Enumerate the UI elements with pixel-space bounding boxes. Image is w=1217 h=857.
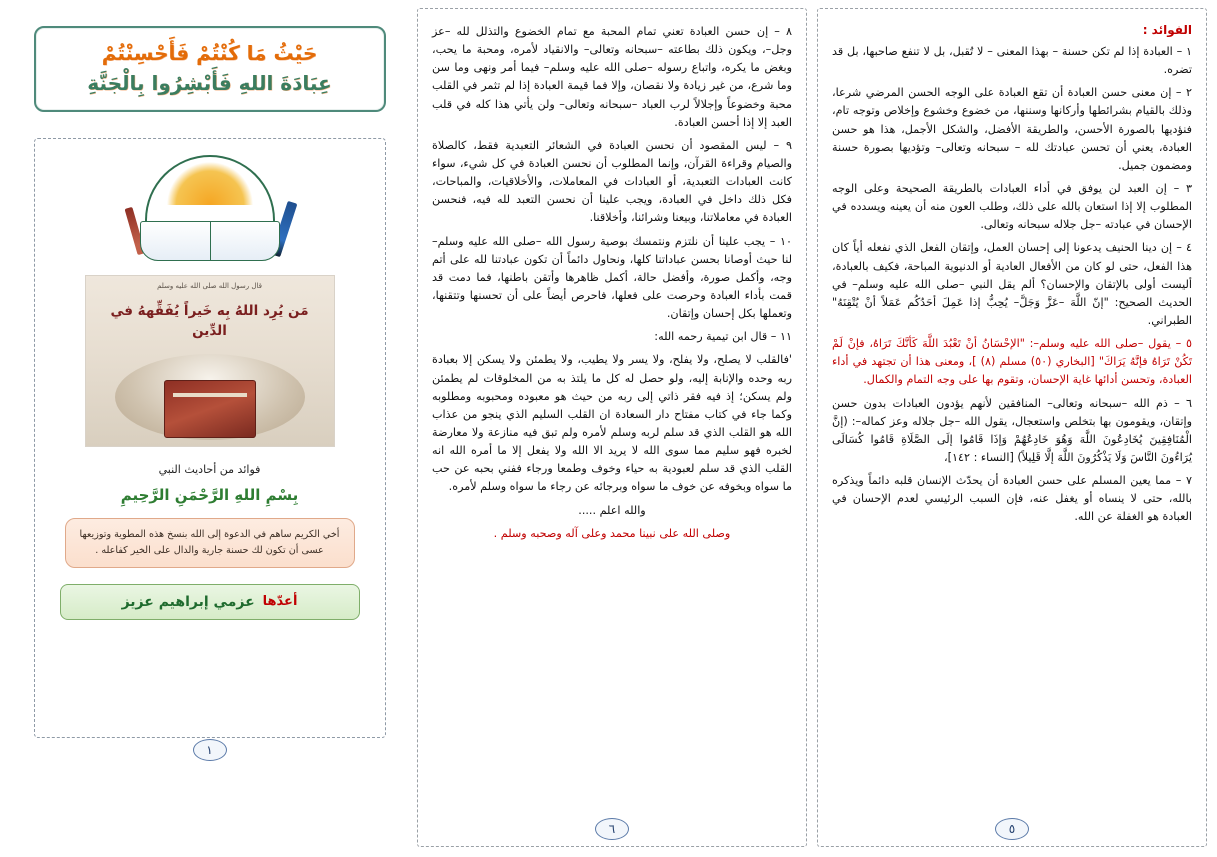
basmala-text: بِسْمِ اللهِ الرَّحْمَنِ الرَّحِيمِ — [120, 486, 299, 504]
author-name: عزمي إبراهيم عزيز — [121, 593, 255, 610]
page-number-badge: ١ — [193, 739, 227, 761]
panel-cover — [12, 8, 407, 847]
paragraph-hadith: ٥ – يقول –صلى الله عليه وسلم–: "الإحْسَانُ أنْ تَعْبُدَ اللَّهَ كَأنَّكَ تَرَاهُ، فإنْ لَمْ تَكُنْ تَرَاهُ فإنَّهُ يَرَاكَ" [البخاري (٥٠) مسلم (٨) ]، ومعنى هذا أن تجتهد في أداء العبادة، وتحسن أدائها غاية الإحسان، وتقوم بها على وجه التمام والكمال. — [832, 337, 1193, 387]
paragraph: ٣ – إن العبد لن يوفق في أداء العبادات بالطريقة الصحيحة وعلى الوجه المطلوب إلا إذا استعان بالله على ذلك، وطلب العون منه أن يعينه ويسدده في الإحسان في عبادته –جل جلاله سبحانه وتعالى. — [832, 181, 1192, 232]
book-cover-image — [85, 275, 335, 447]
cover-title-line-1: حَيْثُ مَا كُنْتُمْ فَأَحْسِنْتُمْ — [101, 41, 318, 65]
page-number-badge: ٦ — [595, 818, 629, 840]
paragraph: ١٠ – يجب علينا أن نلتزم ونتمسك بوصية رسول الله –صلى الله عليه وسلم– لنا حيث أوصانا بحسن عباداتنا كلها، ونحاول دائماً أن تكون عبادتنا لله على أتم وجه، وأكمل صورة، وأفضل حالة، أكمل ظاهرها وأتقن باطنها، فما دمت قد قمت بأداء العبادة وحرصت على فعلها، فاحرص أيضاً على أن تحسنها وتتقنها، وتعملها بكل إحسان وإتقان. — [432, 234, 792, 321]
cover-title-box — [34, 26, 386, 112]
paragraph-quote: 'فالقلب لا يصلح، ولا يفلح، ولا يسر ولا يطيب، ولا يطمئن ولا يسكن إلا بعبادة ربه وحده والإنابة إليه، ولو حصل له كل ما يلتذ به من المخلوقات لم يطمئن ولم يسكن؛ إذ فيه فقر ذاتي إلى ربه من حيث هو معبوده ومحبوبه ومطلوبه وكما جاء في كتاب مفتاح دار السعادة ان القلب السليم الذي ينجو من عذاب الله هو القلب الذي قد سلم لربه وسلم لأمره ولم تبق فيه منازعة ولا معارضة لخبره فهو سليم مما سوى الله لا يريد الا الله ولا يفعل إلا ما أمره الله انه القلب الذي قد سلم لعبودية به حياء وخوف وطمعا ورجاء ففني بحبه عن حب ما سواه وبخوفه عن خوف ما سواه وبرجائه عن رجاء ما سواه وسلم لأمره. — [432, 353, 792, 494]
paragraph: ٤ – إن دينا الحنيف يدعونا إلى إحسان العمل، وإتقان الفعل الذي نفعله أياً كان هذا الفعل، حتى لو كان من الأفعال العادية أو الدنيوية المباحة، فكيف بالعبادة، أليست أولى بالإتقان والإحسان؟ ألم يقل النبي –صلى الله عليه وسلم– في الحديث الصحيح: "إنّ اللَّهَ –عَزَّ وَجَلَّ– يُحِبُّ إذا عَمِلَ أحَدُكُم عَمَلاً أنْ يُتْقِنَهُ" الطبراني. — [832, 241, 1192, 327]
paragraph: ٩ – ليس المقصود أن نحسن العبادة في الشعائر التعبدية فقط، كالصلاة والصيام وقراءة القرآن، وإنما المطلوب أن نحسن العبادة في كل شيء، سواء كانت العبادات التعبدية، أو العبادات في المعاملات، والأخلاقيات، والمباحات، فكل ذلك داخل في العبادة، ويجب علينا أن نحسن التعبد لله فيه، فنحسن العبادة في معاملاتنا، وبيعنا وشرائنا، وأخلاقنا. — [432, 138, 792, 225]
paragraph-closing: والله اعلم ..... — [578, 503, 646, 517]
panel-page-5 — [817, 8, 1207, 847]
page-number-badge: ٥ — [995, 818, 1029, 840]
paragraph-quote-intro: ١١ – قال ابن تيمية رحمه الله: — [654, 330, 792, 344]
paragraph: ١ – العبادة إذا لم تكن حسنة – بهذا المعنى – لا تُقبل، بل لا تنفع صاحبها، بل قد تضره. — [832, 45, 1192, 77]
cover-frame — [34, 138, 386, 757]
cover-caption: فوائد من أحاديث النبي — [158, 463, 261, 476]
author-label: أعدّها — [262, 594, 298, 610]
paragraph: ٦ – ذم الله –سبحانه وتعالى– المنافقين لأنهم يؤدون العبادات بدون حسن وإتقان، ويقومون بها بتخلص واستعجال، يقول الله –جل جلاله وعز كماله–: (إنَّ الْمُنَافِقِينَ يُخَادِعُونَ اللَّهَ وَهُوَ خَادِعُهُمْ وَإذَا قَامُوا إلَى الصَّلَاةِ قَامُوا كُسَالَى يُرَاءُونَ النَّاسَ وَلَا يَذْكُرُونَ اللَّهَ إلَّا قَلِيلاً) [النساء : ١٤٢]، — [832, 396, 1192, 464]
cover-title-line-2: عِبَادَةَ اللهِ فَأَبْشِرُوا بِالْجَنَّةِ — [87, 71, 332, 95]
paragraph: ٧ – مما يعين المسلم على حسن العبادة أن يحدّث الإنسان قلبه دائماً ويذكره بالله، حتى لا ينساه أو يغفل عنه، فإن السبب الرئيسي لعدم الإحسان في العبادة هو الغفلة عن الله. — [832, 474, 1192, 524]
author-bar — [60, 584, 360, 620]
book-top-text: قال رسول الله صلى الله عليه وسلم — [157, 282, 262, 290]
paragraph-salawat: وصلى الله على نبينا محمد وعلى آله وصحبه وسلم . — [493, 526, 731, 540]
panel-page-6 — [417, 8, 807, 847]
fawaid-heading: الفوائد : — [1142, 23, 1192, 37]
quran-book-emblem-icon — [125, 155, 295, 265]
cover-layout — [12, 8, 407, 847]
book-title-text: مَن يُرِد اللهُ بِه خَيراً يُفَقِّههُ في الدِّين — [110, 303, 309, 339]
paragraph: ٨ – إن حسن العبادة تعني تمام المحبة مع تمام الخضوع والتذلل لله –عز وجل–، ويكون ذلك بطاعته –سبحانه وتعالى– والانقياد لأمره، ومحبة ما يحب، وبغض ما يكره، واتباع رسوله –صلى الله عليه وسلم– فيما أمر ونهى وما سن وما شرع، من غير زيادة ولا نقصان، وإلا فما قيمة العبادة إذا لم تثمر في القلب محبة وخضوعاً وإجلالاً لرب العباد –سبحانه وتعالى– ولن يأتي هذا كله في قلب العبد إلا إذا أحسن العبادة. — [432, 25, 792, 129]
paragraph: ٢ – إن معنى حسن العبادة أن تقع العبادة على الوجه الحسن المرضي شرعا، وذلك بالقيام بشرائطها وأركانها وسننها، من خضوع وخشوع وإخلاص وتوجه تام، فنؤديها بالصورة الأحسن، والطريقة الأفضل، والشكل الأجمل، هذا هو حسن العبادة، يعني أن تحسن عبادتك لله – سبحانه وتعالى– وتؤديها بصورة حسنة ومضمون جميل. — [832, 86, 1192, 172]
distribution-note: أخي الكريم ساهم في الدعوة إلى الله بنسخ هذه المطوية وتوزيعها عسى أن تكون لك حسنة جارية والدال على الخير كفاعله . — [65, 518, 355, 568]
book-object-decoration — [164, 380, 256, 438]
